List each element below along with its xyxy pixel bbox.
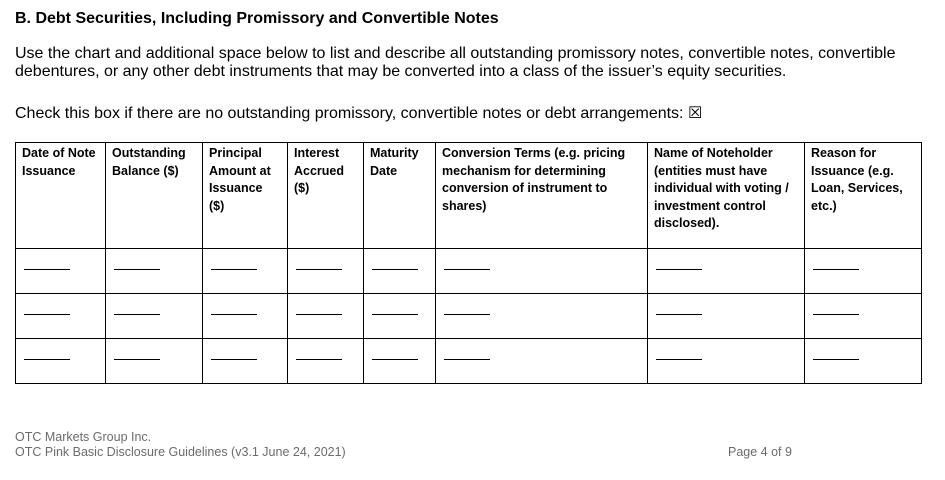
checkbox-label: Check this box if there are no outstanding promissory, convertible notes or debt arrangements: — [15, 105, 684, 122]
blank-line — [24, 314, 70, 315]
blank-line — [372, 359, 418, 360]
page-number: Page 4 of 9 — [728, 445, 792, 459]
col-header-conversion-terms: Conversion Terms (e.g. pricing mechanism for determining conversion of instrument to shares) — [436, 143, 648, 249]
blank-line — [444, 359, 490, 360]
section-heading: B. Debt Securities, Including Promissory and Convertible Notes — [15, 10, 499, 27]
table-cell[interactable] — [805, 294, 922, 339]
col-header-principal-amount: Principal Amount at Issuance ($) — [203, 143, 288, 249]
table-cell[interactable] — [288, 339, 364, 384]
table-cell[interactable] — [106, 294, 203, 339]
debt-securities-table — [15, 142, 922, 384]
instructions-text: Use the chart and additional space below to list and describe all outstanding promissory notes, convertible notes, convertible debentures, or any other debt instruments that may be converted into a class of the issuer’s equity securities. — [15, 45, 896, 80]
blank-line — [114, 269, 160, 270]
col-header-outstanding-balance: Outstanding Balance ($) — [106, 143, 203, 249]
blank-line — [444, 314, 490, 315]
col-header-date-of-issuance: Date of Note Issuance — [16, 143, 106, 249]
blank-line — [296, 314, 342, 315]
col-header-reason-for-issuance: Reason for Issuance (e.g. Loan, Services, etc.) — [805, 143, 922, 249]
table-cell[interactable] — [288, 249, 364, 294]
col-header-noteholder-name: Name of Noteholder (entities must have individual with voting / investment control disclosed). — [648, 143, 805, 249]
table-cell[interactable] — [436, 294, 648, 339]
table-cell[interactable] — [364, 294, 436, 339]
page-footer — [15, 430, 346, 460]
table-cell[interactable] — [203, 249, 288, 294]
blank-line — [813, 269, 859, 270]
blank-line — [114, 359, 160, 360]
blank-line — [372, 314, 418, 315]
table-cell[interactable] — [805, 339, 922, 384]
table-cell[interactable] — [203, 294, 288, 339]
table-cell[interactable] — [436, 339, 648, 384]
table-cell[interactable] — [16, 339, 106, 384]
table-row — [16, 294, 922, 339]
blank-line — [656, 359, 702, 360]
blank-line — [114, 314, 160, 315]
table-cell[interactable] — [364, 339, 436, 384]
table-cell[interactable] — [648, 294, 805, 339]
blank-line — [656, 269, 702, 270]
blank-line — [296, 359, 342, 360]
footer-document-title: OTC Pink Basic Disclosure Guidelines (v3.1 June 24, 2021) — [15, 445, 346, 459]
blank-line — [813, 314, 859, 315]
table-cell[interactable] — [106, 249, 203, 294]
blank-line — [296, 269, 342, 270]
blank-line — [211, 269, 257, 270]
blank-line — [211, 359, 257, 360]
table-cell[interactable] — [364, 249, 436, 294]
table-cell[interactable] — [106, 339, 203, 384]
table-cell[interactable] — [436, 249, 648, 294]
col-header-maturity-date: Maturity Date — [364, 143, 436, 249]
blank-line — [24, 359, 70, 360]
no-debt-checkbox-row — [15, 103, 702, 123]
table-row — [16, 249, 922, 294]
blank-line — [372, 269, 418, 270]
col-header-interest-accrued: Interest Accrued ($) — [288, 143, 364, 249]
table-cell[interactable] — [16, 249, 106, 294]
table-cell[interactable] — [648, 339, 805, 384]
blank-line — [211, 314, 257, 315]
blank-line — [656, 314, 702, 315]
blank-line — [813, 359, 859, 360]
table-cell[interactable] — [648, 249, 805, 294]
blank-line — [24, 269, 70, 270]
table-cell[interactable] — [288, 294, 364, 339]
table-cell[interactable] — [805, 249, 922, 294]
table-row — [16, 339, 922, 384]
footer-company: OTC Markets Group Inc. — [15, 430, 152, 444]
blank-line — [444, 269, 490, 270]
table-header-row — [16, 143, 922, 249]
table-cell[interactable] — [16, 294, 106, 339]
table-cell[interactable] — [203, 339, 288, 384]
checkbox-checked-icon[interactable]: ☒ — [687, 105, 703, 122]
